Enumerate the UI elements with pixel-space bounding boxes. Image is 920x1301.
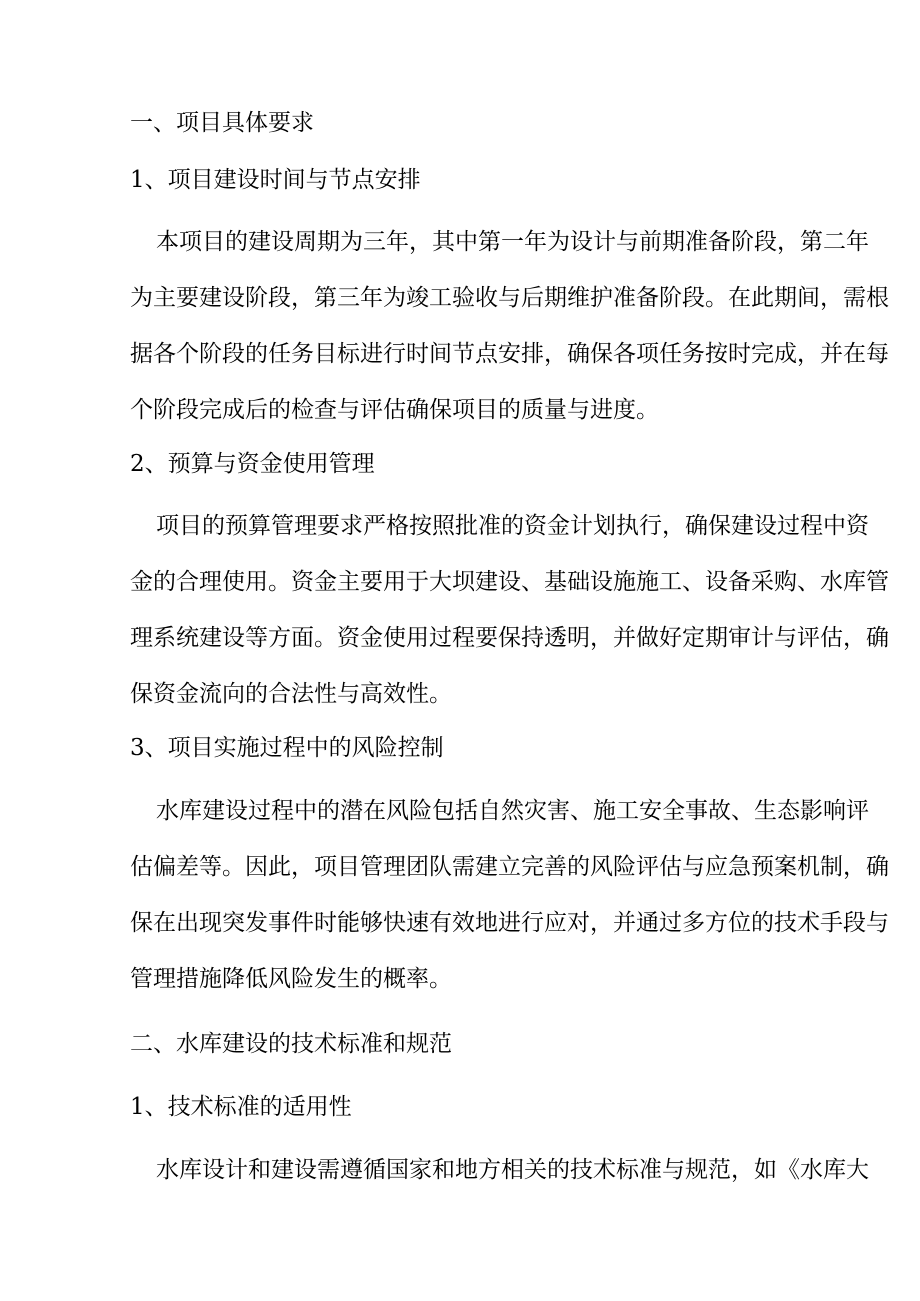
paragraph-line: 水库建设过程中的潜在风险包括自然灾害、施工安全事故、生态影响评 xyxy=(156,798,869,824)
paragraph-line: 本项目的建设周期为三年，其中第一年为设计与前期准备阶段，第二年 xyxy=(156,229,869,255)
paragraph-line: 水库设计和建设需遵循国家和地方相关的技术标准与规范，如《水库大 xyxy=(156,1157,869,1183)
subsection-heading-1-1: 1、项目建设时间与节点安排 xyxy=(130,167,421,193)
paragraph-line: 保资金流向的合法性与高效性。 xyxy=(130,681,452,707)
paragraph-line: 保在出现突发事件时能够快速有效地进行应对，并通过多方位的技术手段与 xyxy=(130,910,889,936)
paragraph-line: 个阶段完成后的检查与评估确保项目的质量与进度。 xyxy=(130,397,659,423)
subsection-heading-1-2: 2、预算与资金使用管理 xyxy=(130,451,375,477)
paragraph-line: 理系统建设等方面。资金使用过程要保持透明，并做好定期审计与评估，确 xyxy=(130,625,889,651)
subsection-heading-2-1: 1、技术标准的适用性 xyxy=(130,1094,352,1120)
section-heading-2: 二、水库建设的技术标准和规范 xyxy=(130,1031,452,1057)
paragraph-1-1 xyxy=(104,214,889,438)
subsection-heading-1-3: 3、项目实施过程中的风险控制 xyxy=(130,735,444,761)
paragraph-line: 金的合理使用。资金主要用于大坝建设、基础设施施工、设备采购、水库管 xyxy=(130,569,889,595)
section-heading-1: 一、项目具体要求 xyxy=(130,110,314,136)
paragraph-line: 估偏差等。因此，项目管理团队需建立完善的风险评估与应急预案机制，确 xyxy=(130,854,889,880)
paragraph-1-2 xyxy=(104,498,889,722)
paragraph-line: 为主要建设阶段，第三年为竣工验收与后期维护准备阶段。在此期间，需根 xyxy=(130,285,889,311)
paragraph-line: 管理措施降低风险发生的概率。 xyxy=(130,966,452,992)
paragraph-line: 项目的预算管理要求严格按照批准的资金计划执行，确保建设过程中资 xyxy=(156,513,869,539)
paragraph-line: 据各个阶段的任务目标进行时间节点安排，确保各项任务按时完成，并在每 xyxy=(130,341,889,367)
paragraph-2-1 xyxy=(104,1142,869,1198)
paragraph-1-3 xyxy=(104,783,889,1007)
